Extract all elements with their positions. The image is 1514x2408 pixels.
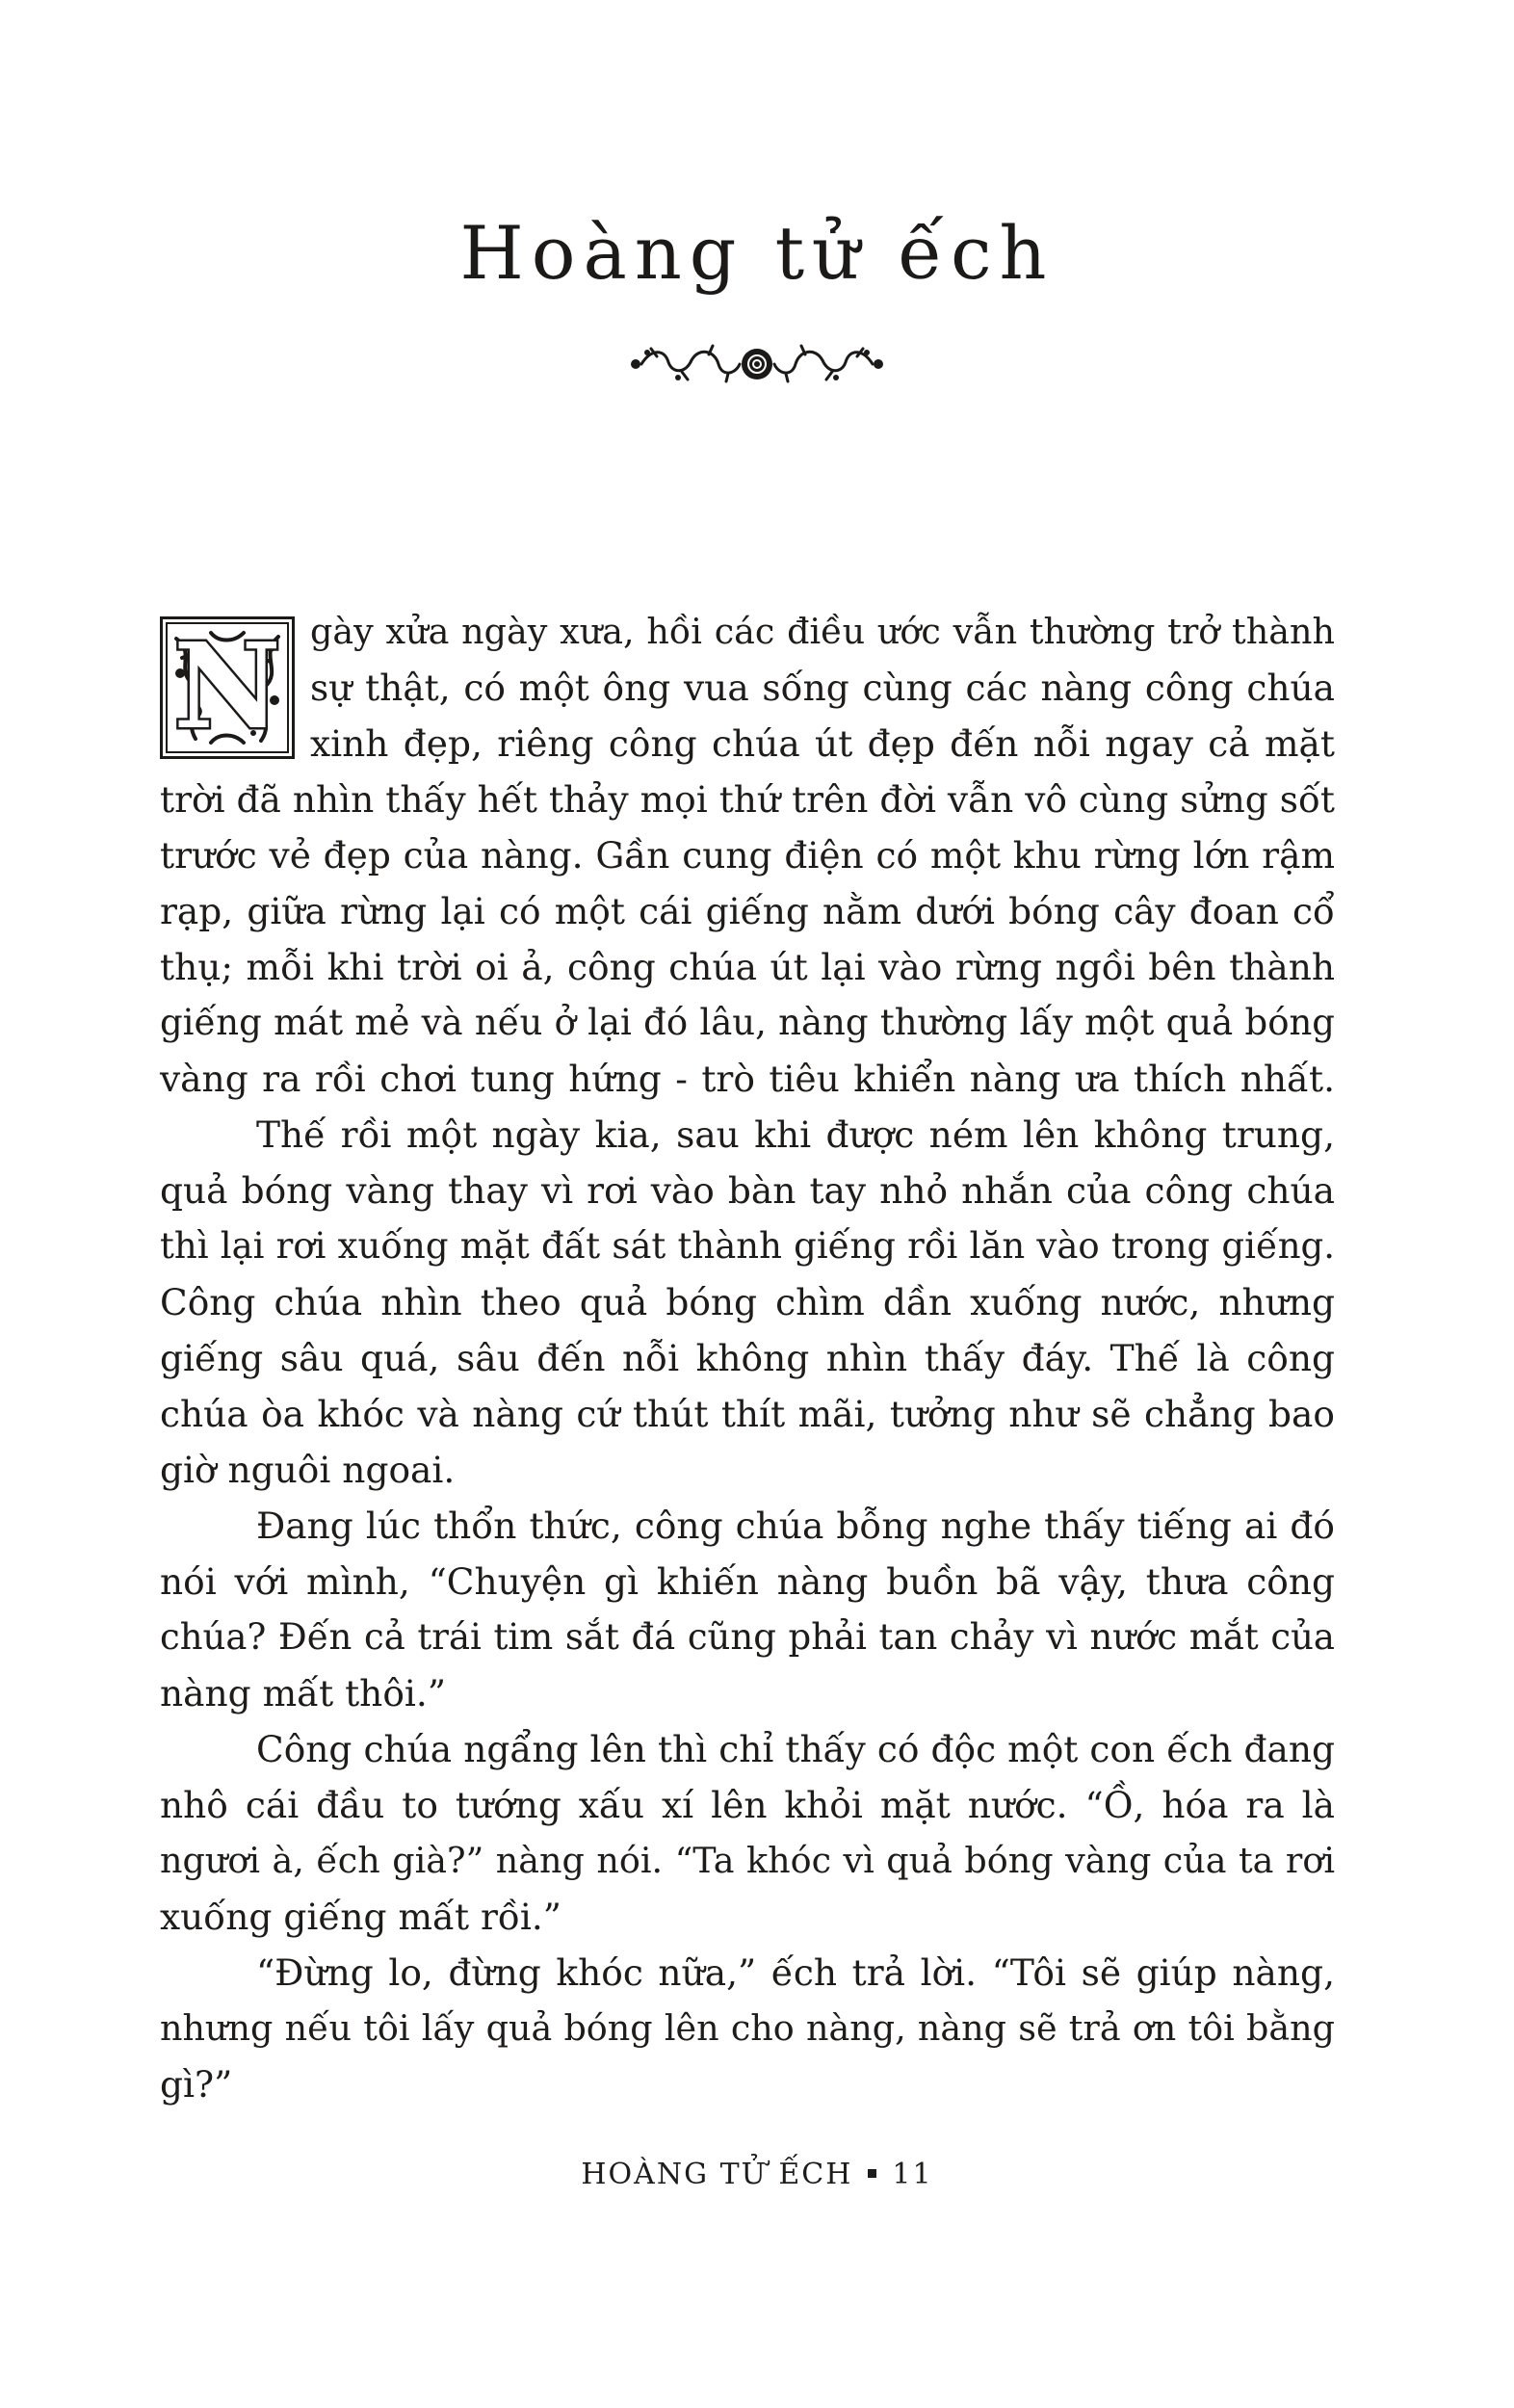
text-line: nói với mình, “Chuyện gì khiến nàng buồn bã vậy, thưa công: [160, 1560, 1335, 1603]
text-line: quả bóng vàng thay vì rơi vào bàn tay nhỏ nhắn của công chúa: [160, 1169, 1335, 1212]
text-line: trời đã nhìn thấy hết thảy mọi thứ trên đời vẫn vô cùng sửng sốt: [160, 778, 1335, 821]
text-line: chúa? Đến cả trái tim sắt đá cũng phải tan chảy vì nước mắt của: [160, 1616, 1335, 1658]
text-line: giờ nguôi ngoai.: [160, 1449, 456, 1491]
text-line: gì?”: [160, 2063, 233, 2106]
chapter-title: Hoàng tử ếch: [459, 210, 1055, 296]
text-line: chúa òa khóc và nàng cứ thút thít mãi, tưởng như sẽ chẳng bao: [160, 1393, 1335, 1435]
text-line: Đang lúc thổn thức, công chúa bỗng nghe thấy tiếng ai đó: [256, 1505, 1335, 1547]
text-line: xinh đẹp, riêng công chúa út đẹp đến nỗi ngay cả mặt: [310, 722, 1335, 765]
running-title: HOÀNG TỬ ẾCH: [581, 2158, 853, 2191]
text-line: “Đừng lo, đừng khóc nữa,” ếch trả lời. “Tôi sẽ giúp nàng,: [256, 1951, 1335, 1994]
text-line: nhưng nếu tôi lấy quả bóng lên cho nàng, nàng sẽ trả ơn tôi bằng: [160, 2007, 1335, 2049]
text-line: nhô cái đầu to tướng xấu xí lên khỏi mặt nước. “Ồ, hóa ra là: [160, 1784, 1335, 1826]
text-line: sự thật, có một ông vua sống cùng các nàng công chúa: [310, 667, 1335, 709]
text-line: gày xửa ngày xưa, hồi các điều ước vẫn thường trở thành: [310, 611, 1335, 652]
text-line: ngươi à, ếch già?” nàng nói. “Ta khóc vì quả bóng vàng của ta rơi: [160, 1840, 1335, 1881]
text-line: Công chúa ngẩng lên thì chỉ thấy có độc một con ếch đang: [256, 1728, 1335, 1770]
text-line: thụ; mỗi khi trời oi ả, công chúa út lại vào rừng ngồi bên thành: [160, 946, 1335, 988]
text-line: nàng mất thôi.”: [160, 1672, 446, 1714]
text-line: trước vẻ đẹp của nàng. Gần cung điện có một khu rừng lớn rậm: [160, 834, 1335, 877]
dropcap-box: [160, 616, 295, 759]
separator-dot-icon: [868, 2169, 876, 2178]
text-line: vàng ra rồi chơi tung hứng - trò tiêu khiển nàng ưa thích nhất.: [160, 1058, 1335, 1100]
text-line: Công chúa nhìn theo quả bóng chìm dần xuống nước, nhưng: [160, 1281, 1335, 1323]
page-footer: [0, 2158, 1514, 2191]
text-line: giếng mát mẻ và nếu ở lại đó lâu, nàng thường lấy một quả bóng: [160, 1002, 1335, 1043]
text-line: thì lại rơi xuống mặt đất sát thành giếng rồi lăn vào trong giếng.: [160, 1225, 1335, 1267]
text-line: Thế rồi một ngày kia, sau khi được ném lên không trung,: [256, 1113, 1335, 1156]
floral-ornament-icon: [622, 335, 892, 393]
text-line: rạp, giữa rừng lại có một cái giếng nằm dưới bóng cây đoan cổ: [160, 890, 1335, 932]
text-line: xuống giếng mất rồi.”: [160, 1896, 561, 1938]
page-number: 11: [892, 2158, 933, 2191]
text-line: giếng sâu quá, sâu đến nỗi không nhìn thấy đáy. Thế là công: [160, 1337, 1335, 1379]
dropcap-letter: N: [173, 616, 281, 755]
